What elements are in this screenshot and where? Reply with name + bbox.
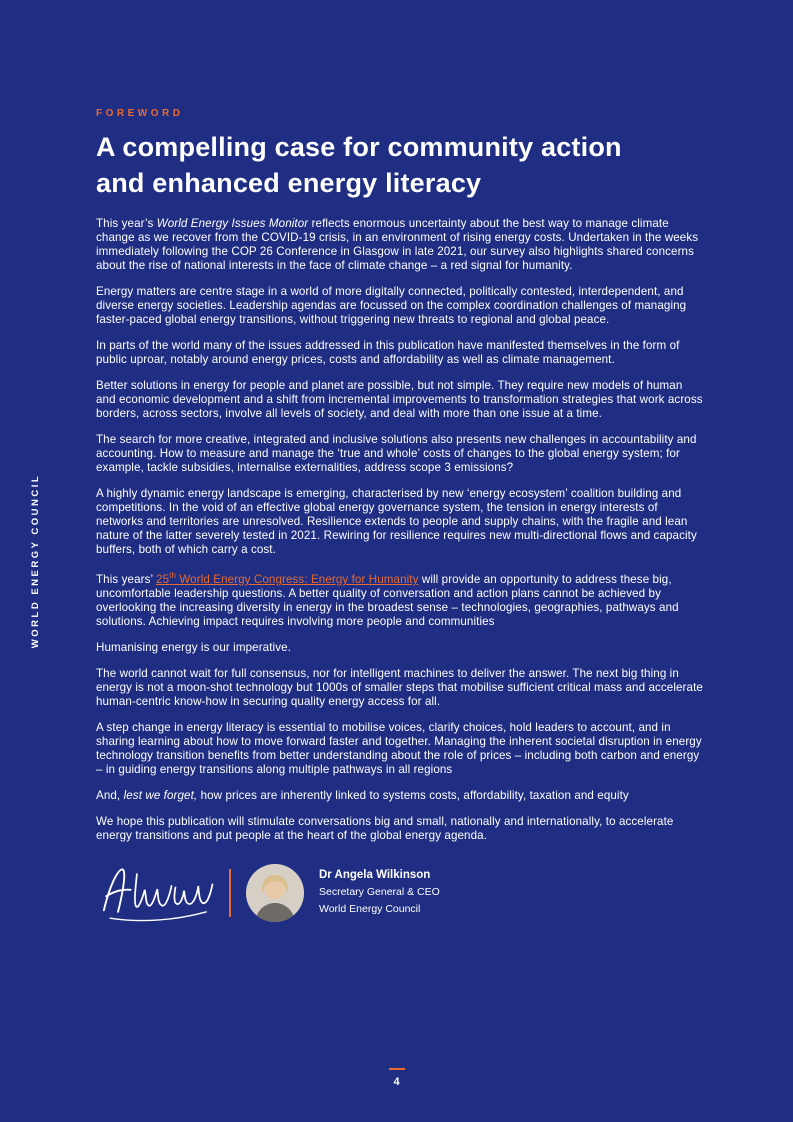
text-segment: The search for more creative, integrated and inclusive solutions also presents new challenges in accountability and accounting. How to measure and manage the ‘true and whole’ costs of changes to the global energy system; for example, tackle subsidies, internalise externalities, address scope 3 emissions? xyxy=(96,433,697,474)
signature-divider xyxy=(229,869,231,917)
text-segment: We hope this publication will stimulate conversations big and small, nationally and internationally, to accelerate energy transitions and put people at the heart of the global energy agenda. xyxy=(96,814,674,842)
congress-link[interactable]: th xyxy=(169,571,177,580)
signature-image xyxy=(96,861,214,925)
page-title-line2: and enhanced energy literacy xyxy=(96,168,482,198)
paragraph xyxy=(96,433,704,475)
person-name: Dr Angela Wilkinson xyxy=(319,869,431,882)
main-content xyxy=(96,108,704,925)
person-silhouette-icon xyxy=(246,864,304,922)
text-segment: A highly dynamic energy landscape is emerging, characterised by new ‘energy ecosystem’ coalition building and competitions. In the void of an effective global energy governance system, the tension in energy interests of networks and territories are unresolved. Resilience extends to people and supply chains, with the fragile and lean nature of the latter severely tested in 2021. Rewiring for resilience requires new multi-directional flows and capacity buffers, both of which carry a cost. xyxy=(96,487,697,556)
paragraph xyxy=(96,667,704,709)
paragraph xyxy=(96,339,704,367)
footer-rule xyxy=(389,1068,405,1070)
signature-block xyxy=(96,861,704,925)
text-segment: how prices are inherently linked to systems costs, affordability, taxation and equity xyxy=(197,788,629,802)
text-segment: reflects enormous uncertainty about the best way to manage climate change as we recover from the COVID-19 crisis, in an environment of rising energy costs. Undertaken in the weeks immediately following the COP 26 Conference in Glasgow in late 2021, our survey also highlights shared concerns about the rise of national interests in the face of climate change – a red signal for humanity. xyxy=(96,217,699,272)
person-info xyxy=(319,867,440,918)
text-segment: The world cannot wait for full consensus, nor for intelligent machines to deliver the answer. The next big thing in energy is not a moon-shot technology but 1000s of smaller steps that mobilise sufficient critical mass and accelerate human-centric know-how in securing quality energy access for all. xyxy=(96,666,703,708)
page-title xyxy=(96,129,704,201)
text-segment: This year’s xyxy=(96,217,157,230)
congress-link[interactable]: 25 xyxy=(156,572,170,586)
text-segment: lest we forget, xyxy=(123,788,198,802)
sidebar-vertical-text: WORLD ENERGY COUNCIL xyxy=(30,473,41,649)
person-role: Secretary General & CEO xyxy=(319,886,440,899)
paragraph xyxy=(96,569,704,629)
section-kicker: FOREWORD xyxy=(96,108,184,119)
paragraph xyxy=(96,285,704,327)
text-segment: This years’ xyxy=(96,572,157,586)
paragraph xyxy=(96,379,704,421)
paragraph xyxy=(96,217,704,273)
page-title-line1: A compelling case for community action xyxy=(96,132,622,162)
paragraph xyxy=(96,815,704,843)
paragraph xyxy=(96,487,704,557)
text-segment: And, xyxy=(96,788,124,802)
paragraph xyxy=(96,789,704,803)
paragraph xyxy=(96,641,704,655)
text-segment: Energy matters are centre stage in a world of more digitally connected, politically contested, interdependent, and diverse energy societies. Leadership agendas are focussed on the complex coordination challenges of managing faster-paced global energy transitions, without triggering new threats to regional and global peace. xyxy=(96,285,687,326)
text-segment: Better solutions in energy for people and planet are possible, but not simple. They require new models of human and economic development and a shift from incremental improvements to transformation strategies that work across borders, across sectors, involve all levels of society, and deal with more than one issue at a time. xyxy=(96,379,703,420)
body-paragraphs xyxy=(96,217,704,843)
text-segment: A step change in energy literacy is essential to mobilise voices, clarify choices, hold leaders to account, and in sharing learning about how to move forward faster and together. Managing the inherent societal disruption in energy technology transition benefits from better understanding about the role of prices – including both carbon and energy – in guiding energy transitions along multiple pathways in all regions xyxy=(96,720,702,776)
congress-link[interactable]: World Energy Congress: Energy for Humanity xyxy=(176,572,419,586)
paragraph xyxy=(96,721,704,777)
page-footer xyxy=(0,1068,793,1088)
person-org: World Energy Council xyxy=(319,903,421,916)
text-segment: Humanising energy is our imperative. xyxy=(96,640,291,654)
avatar-photo xyxy=(246,864,304,922)
page-number: 4 xyxy=(393,1076,400,1088)
text-segment: World Energy Issues Monitor xyxy=(156,217,309,230)
text-segment: In parts of the world many of the issues addressed in this publication have manifested themselves in the form of public uproar, notably around energy prices, costs and affordability as well as climate management. xyxy=(96,339,680,366)
text-segment: will provide an opportunity to address these big, uncomfortable leadership questions. A better quality of conversation and action plans cannot be achieved by overlooking the increasing diversity in energy in the broadest sense – technologies, geographies, pathways and solutions. Achieving impact requires involving more people and communities xyxy=(96,572,679,628)
